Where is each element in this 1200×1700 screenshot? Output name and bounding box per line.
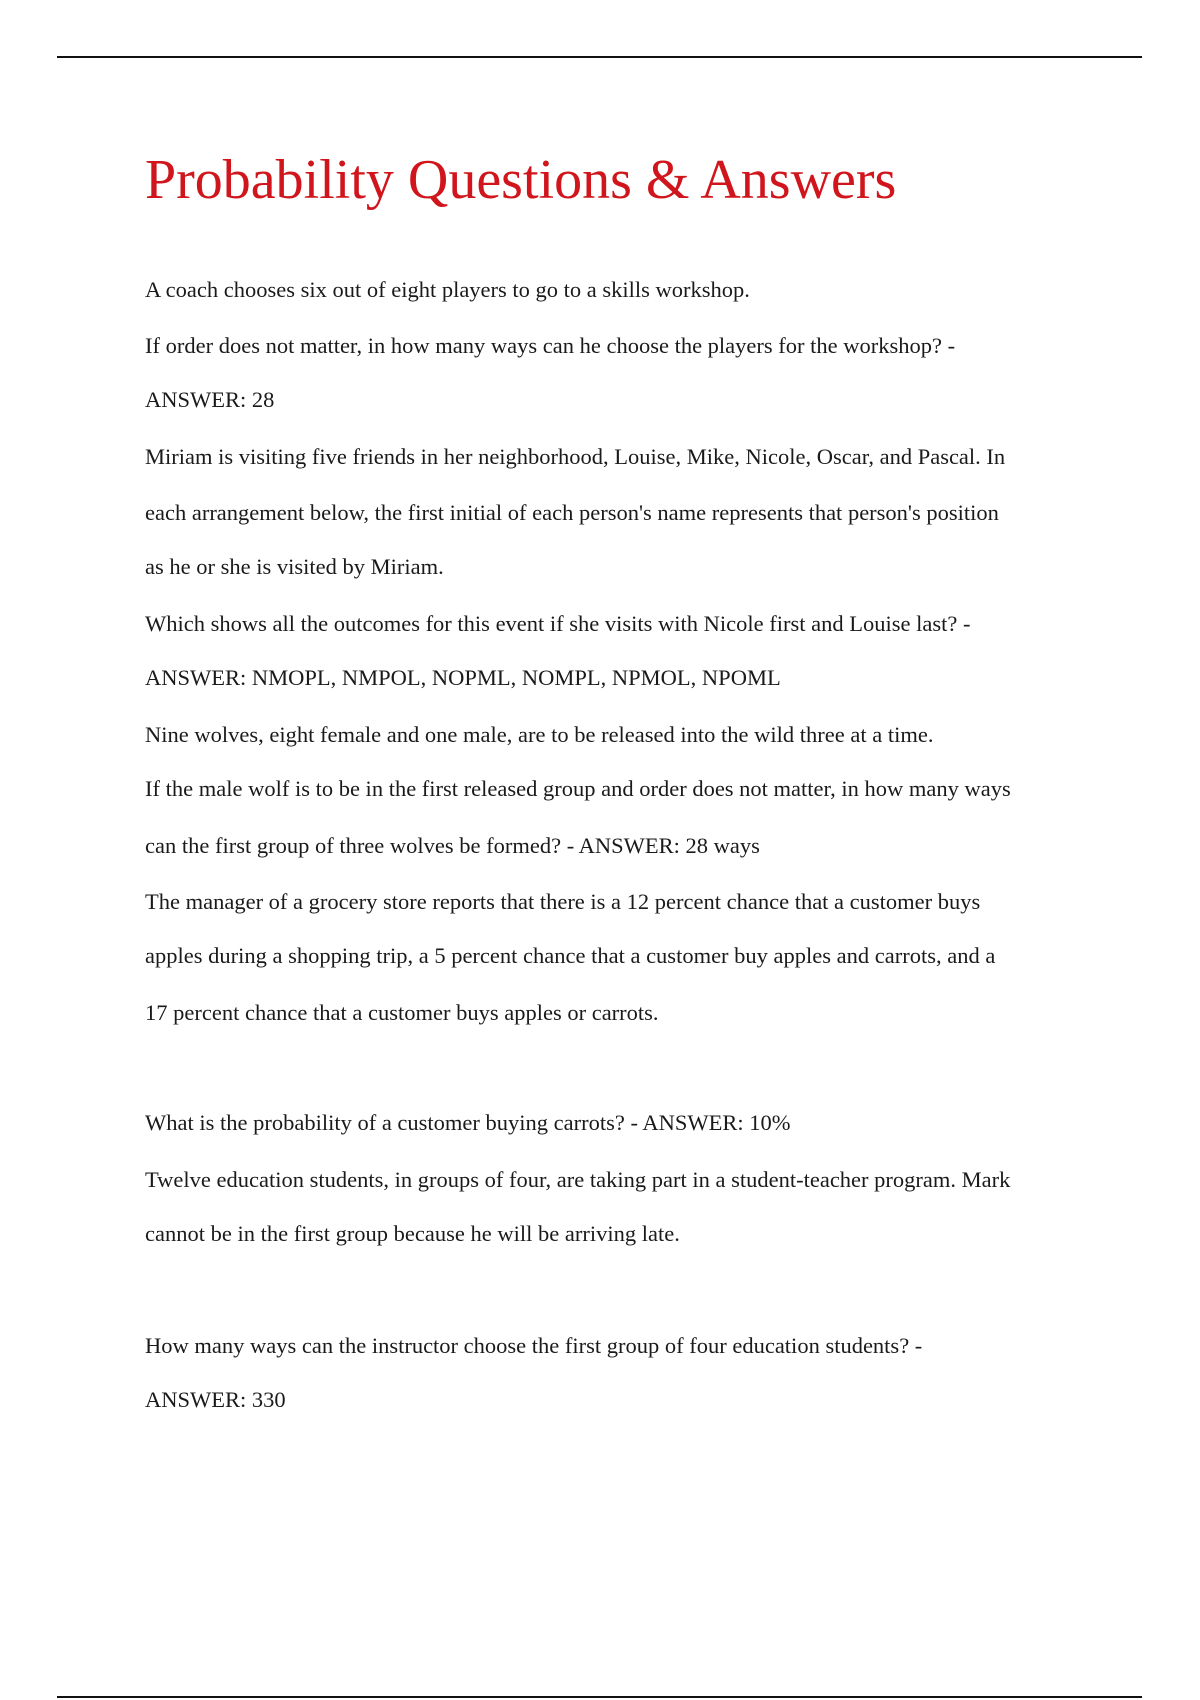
question-5-text-line-2: cannot be in the first group because he will be arriving late.: [145, 1221, 680, 1246]
header-rule: [57, 56, 1142, 58]
question-2-prompt: Which shows all the outcomes for this event if she visits with Nicole first and Louise last? -: [145, 611, 971, 636]
question-3-prompt: If the male wolf is to be in the first released group and order does not matter, in how many ways: [145, 776, 1011, 801]
question-5-prompt: How many ways can the instructor choose the first group of four education students? -: [145, 1333, 923, 1358]
question-1-text: A coach chooses six out of eight players to go to a skills workshop.: [145, 277, 750, 302]
question-4-answer: What is the probability of a customer buying carrots? - ANSWER: 10%: [145, 1110, 791, 1135]
question-3-text: Nine wolves, eight female and one male, are to be released into the wild three at a time.: [145, 722, 934, 747]
question-4-text-line-2: apples during a shopping trip, a 5 percent chance that a customer buy apples and carrots, and a: [145, 943, 996, 968]
question-1-prompt: If order does not matter, in how many ways can he choose the players for the workshop? -: [145, 333, 956, 358]
question-2-text-line-1: Miriam is visiting five friends in her neighborhood, Louise, Mike, Nicole, Oscar, and Pascal. In: [145, 444, 1006, 469]
footer-rule: [57, 1696, 1142, 1698]
document-title: Probability Questions & Answers: [145, 149, 897, 211]
question-2-text-line-2: each arrangement below, the first initial of each person's name represents that person's position: [145, 500, 999, 525]
question-2-answer: ANSWER: NMOPL, NMPOL, NOPML, NOMPL, NPMOL, NPOML: [145, 665, 781, 690]
question-4-text-line-1: The manager of a grocery store reports that there is a 12 percent chance that a customer buys: [145, 889, 981, 914]
question-1-answer: ANSWER: 28: [145, 387, 275, 412]
question-5-answer: ANSWER: 330: [145, 1387, 286, 1412]
question-2-text-line-3: as he or she is visited by Miriam.: [145, 554, 444, 579]
question-3-answer: can the first group of three wolves be formed? - ANSWER: 28 ways: [145, 833, 760, 858]
question-4-text-line-3: 17 percent chance that a customer buys apples or carrots.: [145, 1000, 659, 1025]
question-5-text-line-1: Twelve education students, in groups of four, are taking part in a student-teacher program. Mark: [145, 1167, 1011, 1192]
